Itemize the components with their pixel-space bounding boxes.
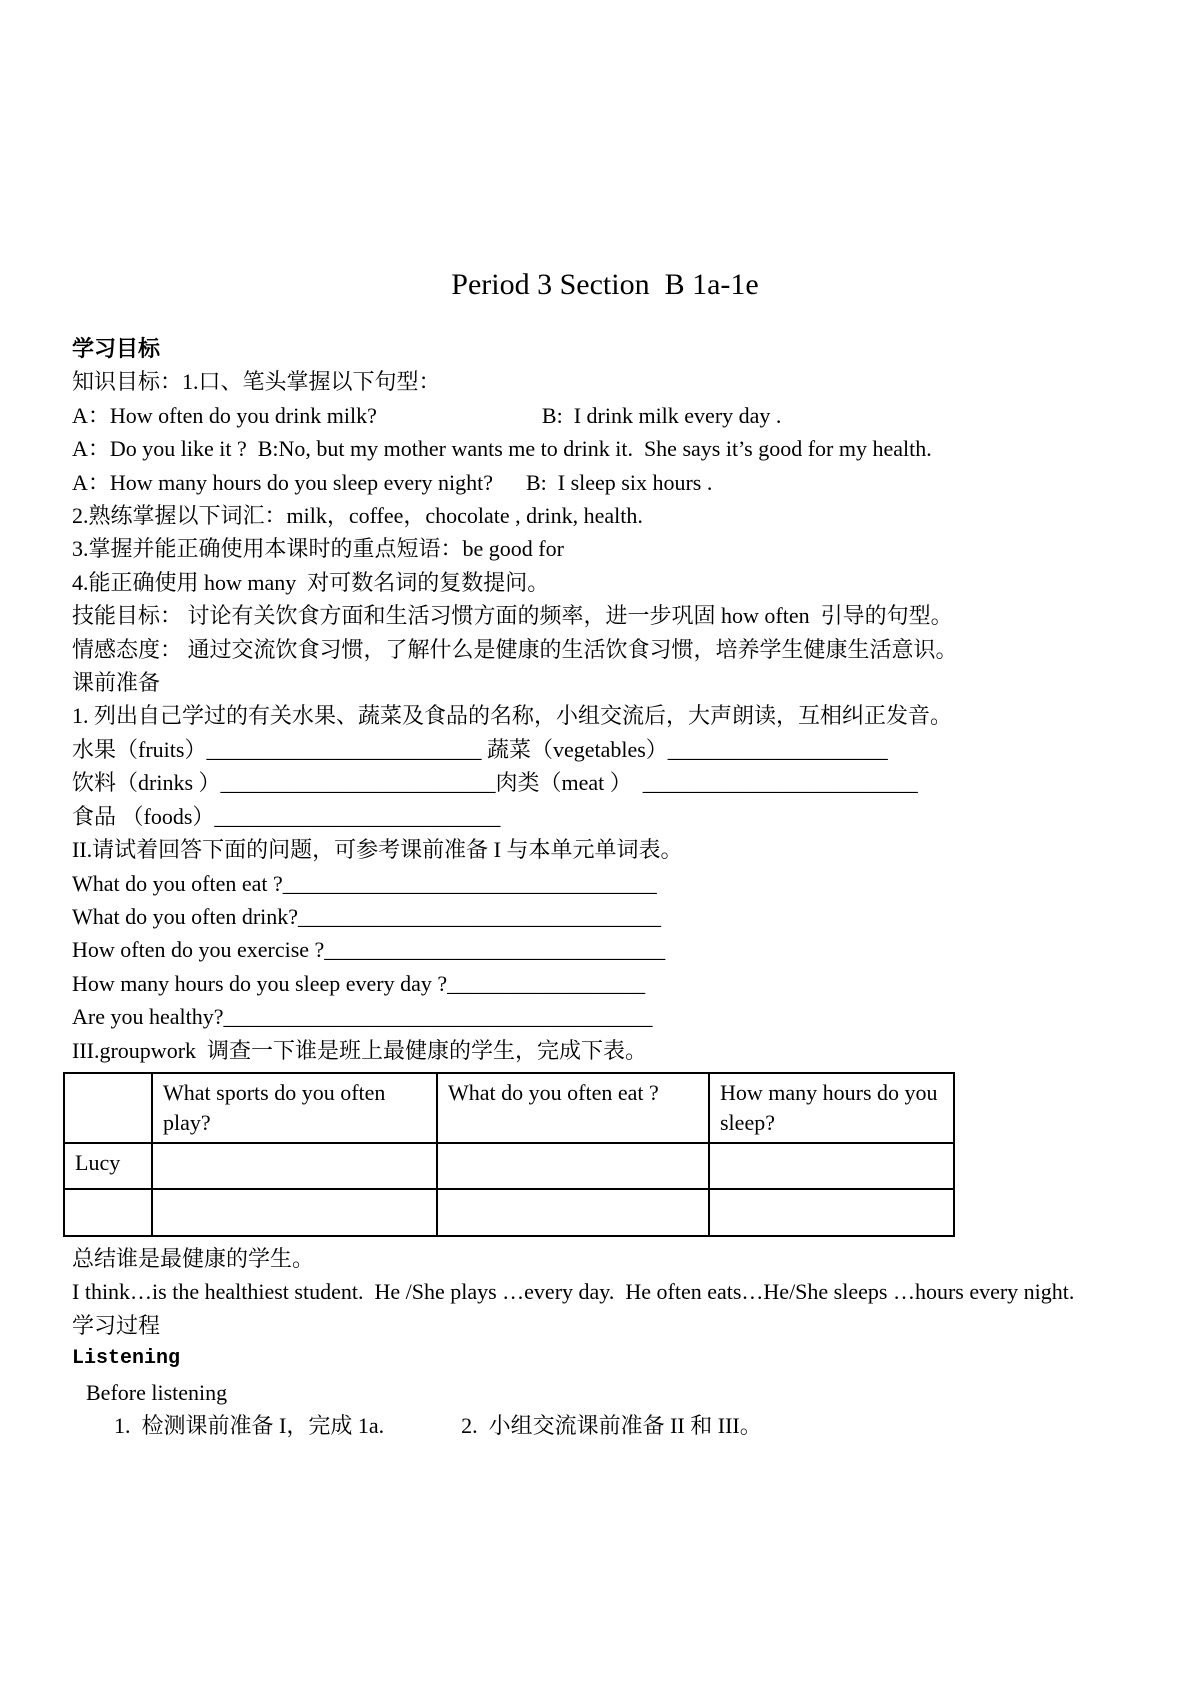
blank-line-fruits-vegetables: 水果（fruits）_________________________ 蔬菜（vegetables）____________________ bbox=[72, 736, 888, 762]
table-cell bbox=[709, 1189, 954, 1236]
table-cell bbox=[709, 1143, 954, 1189]
question-sleep: How many hours do you sleep every day ?__________________ bbox=[72, 970, 646, 996]
before-listening-label: Before listening bbox=[86, 1379, 228, 1405]
question-healthy: Are you healthy?_______________________________________ bbox=[72, 1004, 653, 1030]
heading-learning-process: 学习过程 bbox=[72, 1312, 161, 1338]
summary-line: 总结谁是最健康的学生。 bbox=[72, 1245, 315, 1271]
question-exercise: How often do you exercise ?_______________________________ bbox=[72, 937, 666, 963]
knowledge-objectives-line: 知识目标：1.口、笔头掌握以下句型： bbox=[72, 369, 441, 395]
survey-table-row-empty bbox=[64, 1189, 954, 1236]
table-cell bbox=[64, 1189, 152, 1236]
survey-table-row-lucy bbox=[64, 1143, 954, 1189]
listening-tasks-line: 1. 检测课前准备 I，完成 1a. 2. 小组交流课前准备 II 和 III。 bbox=[114, 1412, 762, 1438]
blank-line-foods: 食品 （foods）__________________________ bbox=[72, 803, 501, 829]
prep-task-1: 1. 列出自己学过的有关水果、蔬菜及食品的名称，小组交流后，大声朗读，互相纠正发音。 bbox=[72, 703, 953, 729]
survey-table-header-row bbox=[64, 1073, 954, 1143]
vocabulary-line: 2.熟练掌握以下词汇：milk，coffee，chocolate , drink, health. bbox=[72, 503, 643, 529]
heading-listening: Listening bbox=[72, 1347, 181, 1371]
prep-task-3-groupwork: III.groupwork 调查一下谁是班上最健康的学生，完成下表。 bbox=[72, 1037, 648, 1063]
question-eat: What do you often eat ?__________________________________ bbox=[72, 870, 657, 896]
heading-pre-class-preparation: 课前准备 bbox=[72, 670, 161, 696]
table-cell bbox=[152, 1143, 437, 1189]
key-phrase-line: 3.掌握并能正确使用本课时的重点短语：be good for bbox=[72, 536, 564, 562]
table-cell bbox=[437, 1189, 709, 1236]
document-title: Period 3 Section B 1a-1e bbox=[451, 268, 759, 301]
how-many-usage-line: 4.能正确使用 how many 对可数名词的复数提问。 bbox=[72, 569, 550, 595]
dialogue-line-1: A：How often do you drink milk? B: I drink milk every day . bbox=[72, 402, 782, 428]
table-header-cell-sleep: How many hours do you sleep? bbox=[709, 1073, 954, 1143]
blank-line-drinks-meat: 饮料（drinks ）_________________________肉类（meat ） _________________________ bbox=[72, 770, 918, 796]
table-header-cell-sports: What sports do you often play? bbox=[152, 1073, 437, 1143]
table-cell bbox=[152, 1189, 437, 1236]
survey-table bbox=[63, 1072, 955, 1237]
document-content bbox=[72, 268, 1138, 1442]
question-drink: What do you often drink?_________________________________ bbox=[72, 903, 662, 929]
dialogue-line-3: A：How many hours do you sleep every night? B: I sleep six hours . bbox=[72, 469, 713, 495]
heading-learning-objectives: 学习目标 bbox=[72, 336, 161, 361]
model-sentence: I think…is the healthiest student. He /She plays …every day. He often eats…He/She sleeps …hours every night. bbox=[72, 1279, 1075, 1305]
table-header-cell-name bbox=[64, 1073, 152, 1143]
table-cell bbox=[437, 1143, 709, 1189]
table-cell-student-name: Lucy bbox=[64, 1143, 152, 1189]
skill-objective-line: 技能目标： 讨论有关饮食方面和生活习惯方面的频率，进一步巩固 how often 引导的句型。 bbox=[72, 603, 953, 629]
dialogue-line-2: A：Do you like it ? B:No, but my mother wants me to drink it. She says it’s good for my health. bbox=[72, 436, 932, 462]
table-header-cell-eat: What do you often eat ? bbox=[437, 1073, 709, 1143]
prep-task-2: II.请试着回答下面的问题，可参考课前准备 I 与本单元单词表。 bbox=[72, 837, 683, 863]
affective-objective-line: 情感态度： 通过交流饮食习惯，了解什么是健康的生活饮食习惯，培养学生健康生活意识。 bbox=[72, 636, 958, 662]
